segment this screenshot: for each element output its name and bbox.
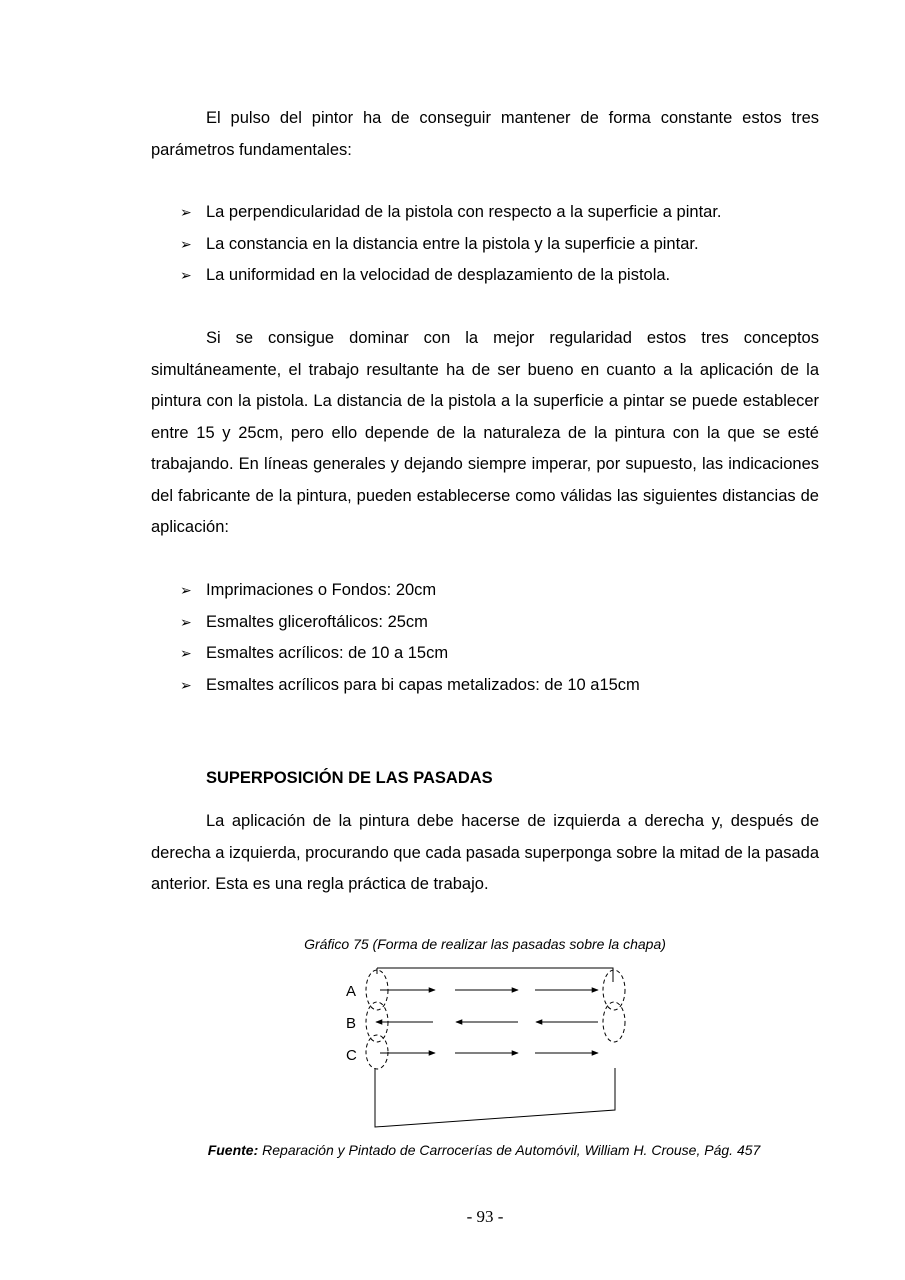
arrow-bullet-icon: ➢ xyxy=(180,582,192,598)
list-item: ➢ Esmaltes acrílicos: de 10 a 15cm xyxy=(180,638,820,670)
list-item: ➢ Esmaltes gliceroftálicos: 25cm xyxy=(180,607,820,639)
pass-label: A xyxy=(346,983,357,1000)
list-item: ➢ Imprimaciones o Fondos: 20cm xyxy=(180,575,820,607)
source-text: Reparación y Pintado de Carrocerías de Automóvil, William H. Crouse, Pág. 457 xyxy=(258,1142,761,1158)
arrow-bullet-icon: ➢ xyxy=(180,613,192,630)
page-number: - 93 - xyxy=(466,1207,504,1226)
figure-source xyxy=(120,1142,848,1158)
arrow-bullet-icon: ➢ xyxy=(180,267,192,283)
arrow-bullet-icon: ➢ xyxy=(180,676,192,693)
list-item: ➢ Esmaltes acrílicos para bi capas metalizados: de 10 a15cm xyxy=(180,670,820,702)
section-heading: SUPERPOSICIÓN DE LAS PASADAS xyxy=(206,769,493,787)
pass-label: C xyxy=(346,1047,357,1064)
source-label: Fuente: xyxy=(207,1142,259,1158)
parameters-list xyxy=(180,197,820,292)
distance-paragraph: Si se consigue dominar con la mejor regularidad estos tres conceptos simultáneamente, el trabajo resultante ha de ser bueno en cuanto a la aplicación de la pintura con la pistola. La distancia de la pistola a la superficie a pintar se puede establecer entre 15 y 25cm, pero ello depende de la naturaleza de la pintura con la que se esté trabajando. En líneas generales y dejando siempre imperar, por supuesto, las indicaciones del fabricante de la pintura, pueden establecerse como válidas las siguientes distancias de aplicación: xyxy=(151,329,819,536)
figure-caption: Gráfico 75 (Forma de realizar las pasadas sobre la chapa) xyxy=(304,936,666,952)
path-line xyxy=(375,1068,615,1127)
overlap-zone-right xyxy=(603,970,625,1010)
list-item: ➢ La constancia en la distancia entre la pistola y la superficie a pintar. xyxy=(180,229,820,261)
arrow-bullet-icon: ➢ xyxy=(180,204,192,220)
section-paragraph: La aplicación de la pintura debe hacerse de izquierda a derecha y, después de derecha a izquierda, procurando que cada pasada superponga sobre la mitad de la pasada anterior. Esta es una regla práctica de trabajo. xyxy=(151,812,819,893)
overlap-zone-left xyxy=(366,1035,388,1069)
intro-paragraph: El pulso del pintor ha de conseguir mantener de forma constante estos tres parámetros fundamentales: xyxy=(151,109,819,159)
list-item: ➢ La uniformidad en la velocidad de desplazamiento de la pistola. xyxy=(180,260,820,292)
pass-label: B xyxy=(346,1015,357,1032)
path-line xyxy=(377,968,613,982)
list-item: ➢ La perpendicularidad de la pistola con respecto a la superficie a pintar. xyxy=(180,197,820,229)
spray-passes-diagram xyxy=(330,960,640,1135)
overlap-zone-right xyxy=(603,1002,625,1042)
arrow-bullet-icon: ➢ xyxy=(180,235,192,252)
distances-list xyxy=(180,575,820,701)
arrow-bullet-icon: ➢ xyxy=(180,645,192,661)
